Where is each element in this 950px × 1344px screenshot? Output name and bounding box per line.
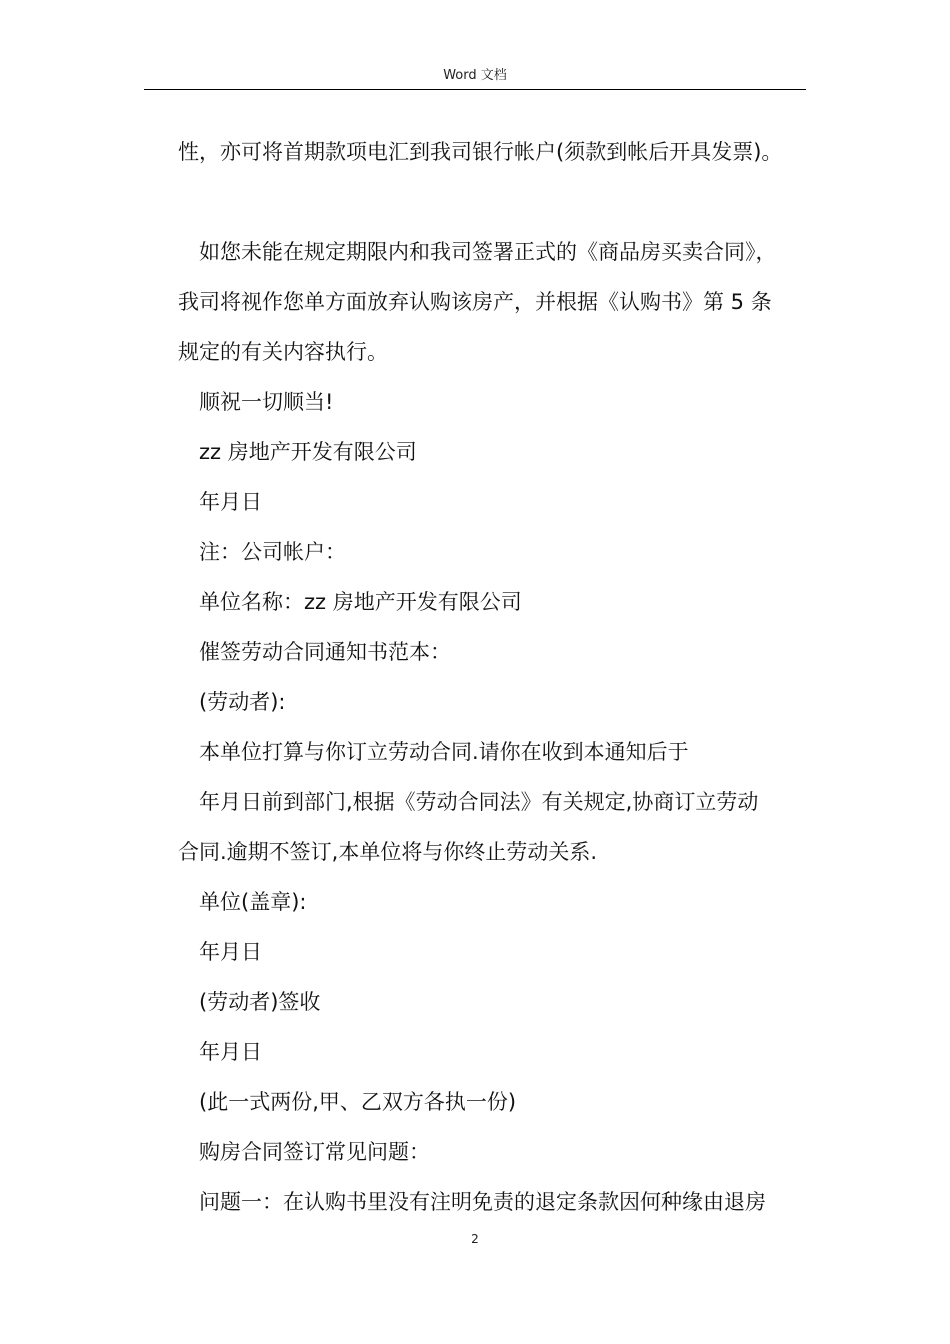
paragraph-line: 年月日: [199, 490, 262, 514]
paragraph-line: 规定的有关内容执行。: [178, 340, 388, 364]
paragraph-line: 如您未能在规定期限内和我司签署正式的《商品房买卖合同》，: [199, 240, 777, 264]
paragraph-line: 合同.逾期不签订,本单位将与你终止劳动关系.: [178, 840, 598, 864]
paragraph-line: 顺祝一切顺当!: [199, 390, 334, 414]
paragraph-line: (此一式两份,甲、乙双方各执一份): [199, 1090, 517, 1114]
paragraph-line: 我司将视作您单方面放弃认购该房产，并根据《认购书》第 5 条: [178, 290, 772, 314]
paragraph-line: 单位名称：zz 房地产开发有限公司: [199, 590, 522, 614]
paragraph-line: 年月日前到部门,根据《劳动合同法》有关规定,协商订立劳动: [199, 790, 759, 814]
paragraph-line: 注：公司帐户：: [199, 540, 346, 564]
paragraph-line: 年月日: [199, 940, 262, 964]
header-rule: [144, 89, 806, 90]
paragraph-line: (劳动者)签收: [199, 990, 321, 1014]
paragraph-line: zz 房地产开发有限公司: [199, 440, 417, 464]
paragraph-line: (劳动者):: [199, 690, 286, 714]
page-header: [144, 66, 806, 90]
document-body: [178, 127, 818, 1227]
blank-line: [178, 177, 818, 227]
paragraph-line: 年月日: [199, 1040, 262, 1064]
page-number: 2: [471, 1232, 479, 1246]
paragraph-line: 问题一：在认购书里没有注明免责的退定条款因何种缘由退房: [199, 1190, 766, 1214]
paragraph-line: 购房合同签订常见问题：: [199, 1140, 430, 1164]
paragraph-line: 本单位打算与你订立劳动合同.请你在收到本通知后于: [199, 740, 689, 764]
paragraph-line: 性，亦可将首期款项电汇到我司银行帐户(须款到帐后开具发票)。: [178, 140, 783, 164]
header-title: Word 文档: [443, 68, 507, 83]
paragraph-line: 单位(盖章):: [199, 890, 307, 914]
paragraph-line: 催签劳动合同通知书范本：: [199, 640, 451, 664]
